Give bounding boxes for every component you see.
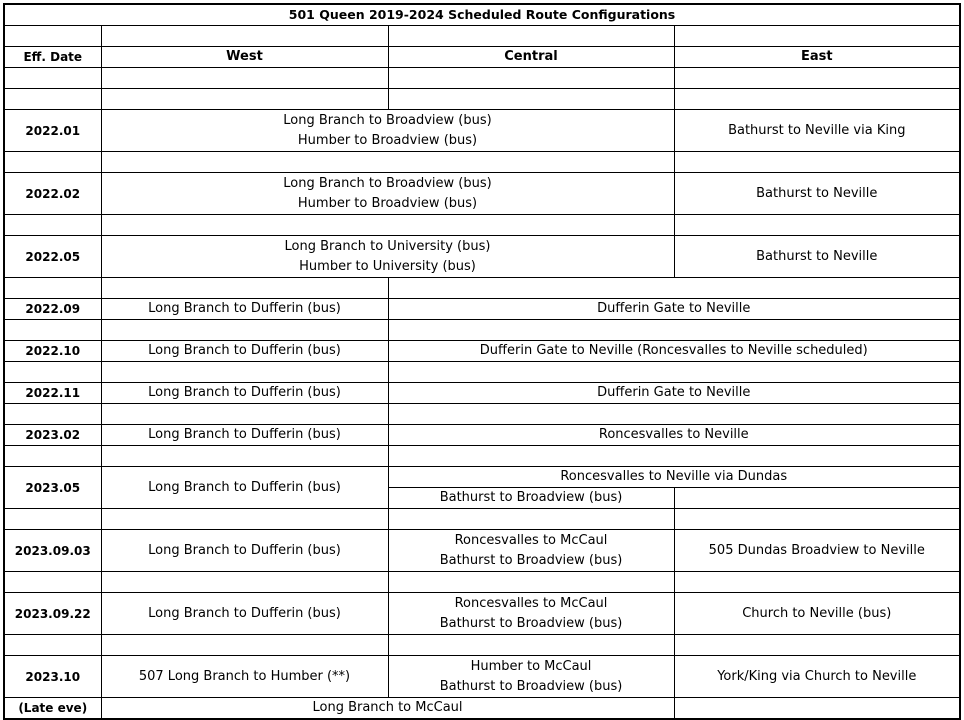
spacer-row (4, 152, 960, 173)
header-east: East (674, 47, 960, 68)
blank-cell (388, 362, 960, 383)
route-line: Humber to University (bus) (299, 258, 476, 274)
west-cell: Long Branch to Dufferin (bus) (101, 593, 388, 635)
spacer-row (4, 635, 960, 656)
spacer-row (4, 509, 960, 530)
table-row (4, 341, 960, 362)
blank-cell (4, 278, 101, 299)
blank-cell (101, 572, 388, 593)
route-line: Humber to Broadview (bus) (297, 132, 478, 148)
spacer-row (4, 215, 960, 236)
blank-cell (674, 488, 960, 509)
spacer-row (4, 362, 960, 383)
eff-date-cell: 2023.02 (4, 425, 101, 446)
west-central-cell (101, 236, 674, 278)
central-east-cell: Roncesvalles to Neville (388, 425, 960, 446)
central-cell (388, 593, 674, 635)
route-configurations-sheet (3, 3, 959, 720)
spacer-row (4, 572, 960, 593)
blank-cell (674, 68, 960, 89)
central-east-cell: Dufferin Gate to Neville (388, 299, 960, 320)
sheet-title: 501 Queen 2019-2024 Scheduled Route Configurations (4, 4, 960, 26)
table-row (4, 656, 960, 698)
east-cell: Bathurst to Neville (674, 236, 960, 278)
blank-cell (4, 572, 101, 593)
spacer-row (4, 404, 960, 425)
central-east-cell: Roncesvalles to Neville via Dundas (388, 467, 960, 488)
west-cell: Long Branch to Dufferin (bus) (101, 530, 388, 572)
blank-cell (4, 635, 101, 656)
blank-cell (388, 278, 960, 299)
blank-cell (4, 26, 101, 47)
blank-cell (101, 278, 388, 299)
west-central-cell (101, 110, 674, 152)
route-line: Roncesvalles to McCaul (454, 532, 608, 548)
east-cell: Bathurst to Neville (674, 173, 960, 215)
blank-cell (388, 68, 674, 89)
header-eff-date: Eff. Date (4, 47, 101, 68)
blank-cell (674, 215, 960, 236)
blank-cell (388, 635, 674, 656)
blank-cell (388, 404, 960, 425)
table-row (4, 467, 960, 488)
eff-date-cell: 2022.10 (4, 341, 101, 362)
route-line: Long Branch to Broadview (bus) (283, 175, 492, 191)
blank-cell (4, 152, 101, 173)
table-row (4, 593, 960, 635)
west-cell: Long Branch to Dufferin (bus) (101, 425, 388, 446)
header-row (4, 47, 960, 68)
blank-cell (388, 26, 674, 47)
blank-cell (101, 509, 388, 530)
eff-date-cell: (Late eve) (4, 698, 101, 720)
eff-date-cell: 2022.01 (4, 110, 101, 152)
table-row (4, 110, 960, 152)
east-cell: Bathurst to Neville via King (674, 110, 960, 152)
blank-cell (4, 320, 101, 341)
table-row (4, 530, 960, 572)
table-row (4, 299, 960, 320)
east-cell: 505 Dundas Broadview to Neville (674, 530, 960, 572)
blank-cell (101, 26, 388, 47)
blank-cell (388, 509, 674, 530)
table-row (4, 425, 960, 446)
blank-cell (101, 68, 388, 89)
eff-date-cell: 2023.09.03 (4, 530, 101, 572)
blank-cell (388, 446, 960, 467)
central-east-cell: Dufferin Gate to Neville (388, 383, 960, 404)
blank-cell (4, 68, 101, 89)
table-row (4, 236, 960, 278)
eff-date-cell: 2023.05 (4, 467, 101, 509)
route-line: Long Branch to Broadview (bus) (283, 112, 492, 128)
table-row (4, 173, 960, 215)
blank-cell (101, 362, 388, 383)
blank-cell (4, 404, 101, 425)
eff-date-cell: 2023.09.22 (4, 593, 101, 635)
blank-cell (674, 509, 960, 530)
spacer-row (4, 68, 960, 89)
blank-cell (101, 404, 388, 425)
eff-date-cell: 2022.09 (4, 299, 101, 320)
central-cell: Bathurst to Broadview (bus) (388, 488, 674, 509)
blank-cell (101, 152, 674, 173)
route-line: Long Branch to University (bus) (284, 238, 491, 254)
blank-cell (101, 446, 388, 467)
blank-cell (388, 572, 674, 593)
west-cell: Long Branch to Dufferin (bus) (101, 383, 388, 404)
route-line: Bathurst to Broadview (bus) (439, 552, 623, 568)
blank-cell (388, 320, 960, 341)
route-line: Humber to McCaul (470, 658, 592, 674)
route-line: Humber to Broadview (bus) (297, 195, 478, 211)
spacer-row (4, 89, 960, 110)
central-east-cell: Dufferin Gate to Neville (Roncesvalles to Neville scheduled) (388, 341, 960, 362)
west-cell: Long Branch to Dufferin (bus) (101, 341, 388, 362)
eff-date-cell: 2022.11 (4, 383, 101, 404)
east-cell: Church to Neville (bus) (674, 593, 960, 635)
blank-cell (674, 635, 960, 656)
central-cell (388, 530, 674, 572)
west-central-cell (101, 173, 674, 215)
spacer-row (4, 278, 960, 299)
spacer-row (4, 446, 960, 467)
west-cell: 507 Long Branch to Humber (**) (101, 656, 388, 698)
header-central: Central (388, 47, 674, 68)
blank-cell (674, 698, 960, 720)
route-line: Bathurst to Broadview (bus) (439, 678, 623, 694)
eff-date-cell: 2023.10 (4, 656, 101, 698)
title-row (4, 4, 960, 26)
blank-cell (101, 635, 388, 656)
central-cell (388, 656, 674, 698)
blank-cell (101, 320, 388, 341)
blank-cell (4, 509, 101, 530)
blank-cell (674, 572, 960, 593)
blank-cell (101, 215, 674, 236)
table-row (4, 698, 960, 720)
blank-cell (674, 89, 960, 110)
blank-cell (4, 362, 101, 383)
spacer-row (4, 320, 960, 341)
west-cell: Long Branch to Dufferin (bus) (101, 467, 388, 509)
eff-date-cell: 2022.05 (4, 236, 101, 278)
route-line: Roncesvalles to McCaul (454, 595, 608, 611)
table-row (4, 383, 960, 404)
blank-cell (4, 446, 101, 467)
blank-cell (101, 89, 388, 110)
route-table (3, 3, 961, 720)
blank-cell (4, 89, 101, 110)
route-line: Bathurst to Broadview (bus) (439, 615, 623, 631)
header-west: West (101, 47, 388, 68)
west-cell: Long Branch to Dufferin (bus) (101, 299, 388, 320)
blank-cell (4, 215, 101, 236)
west-central-cell: Long Branch to McCaul (101, 698, 674, 720)
eff-date-cell: 2022.02 (4, 173, 101, 215)
blank-cell (674, 26, 960, 47)
east-cell: York/King via Church to Neville (674, 656, 960, 698)
spacer-row (4, 26, 960, 47)
blank-cell (674, 152, 960, 173)
blank-cell (388, 89, 674, 110)
